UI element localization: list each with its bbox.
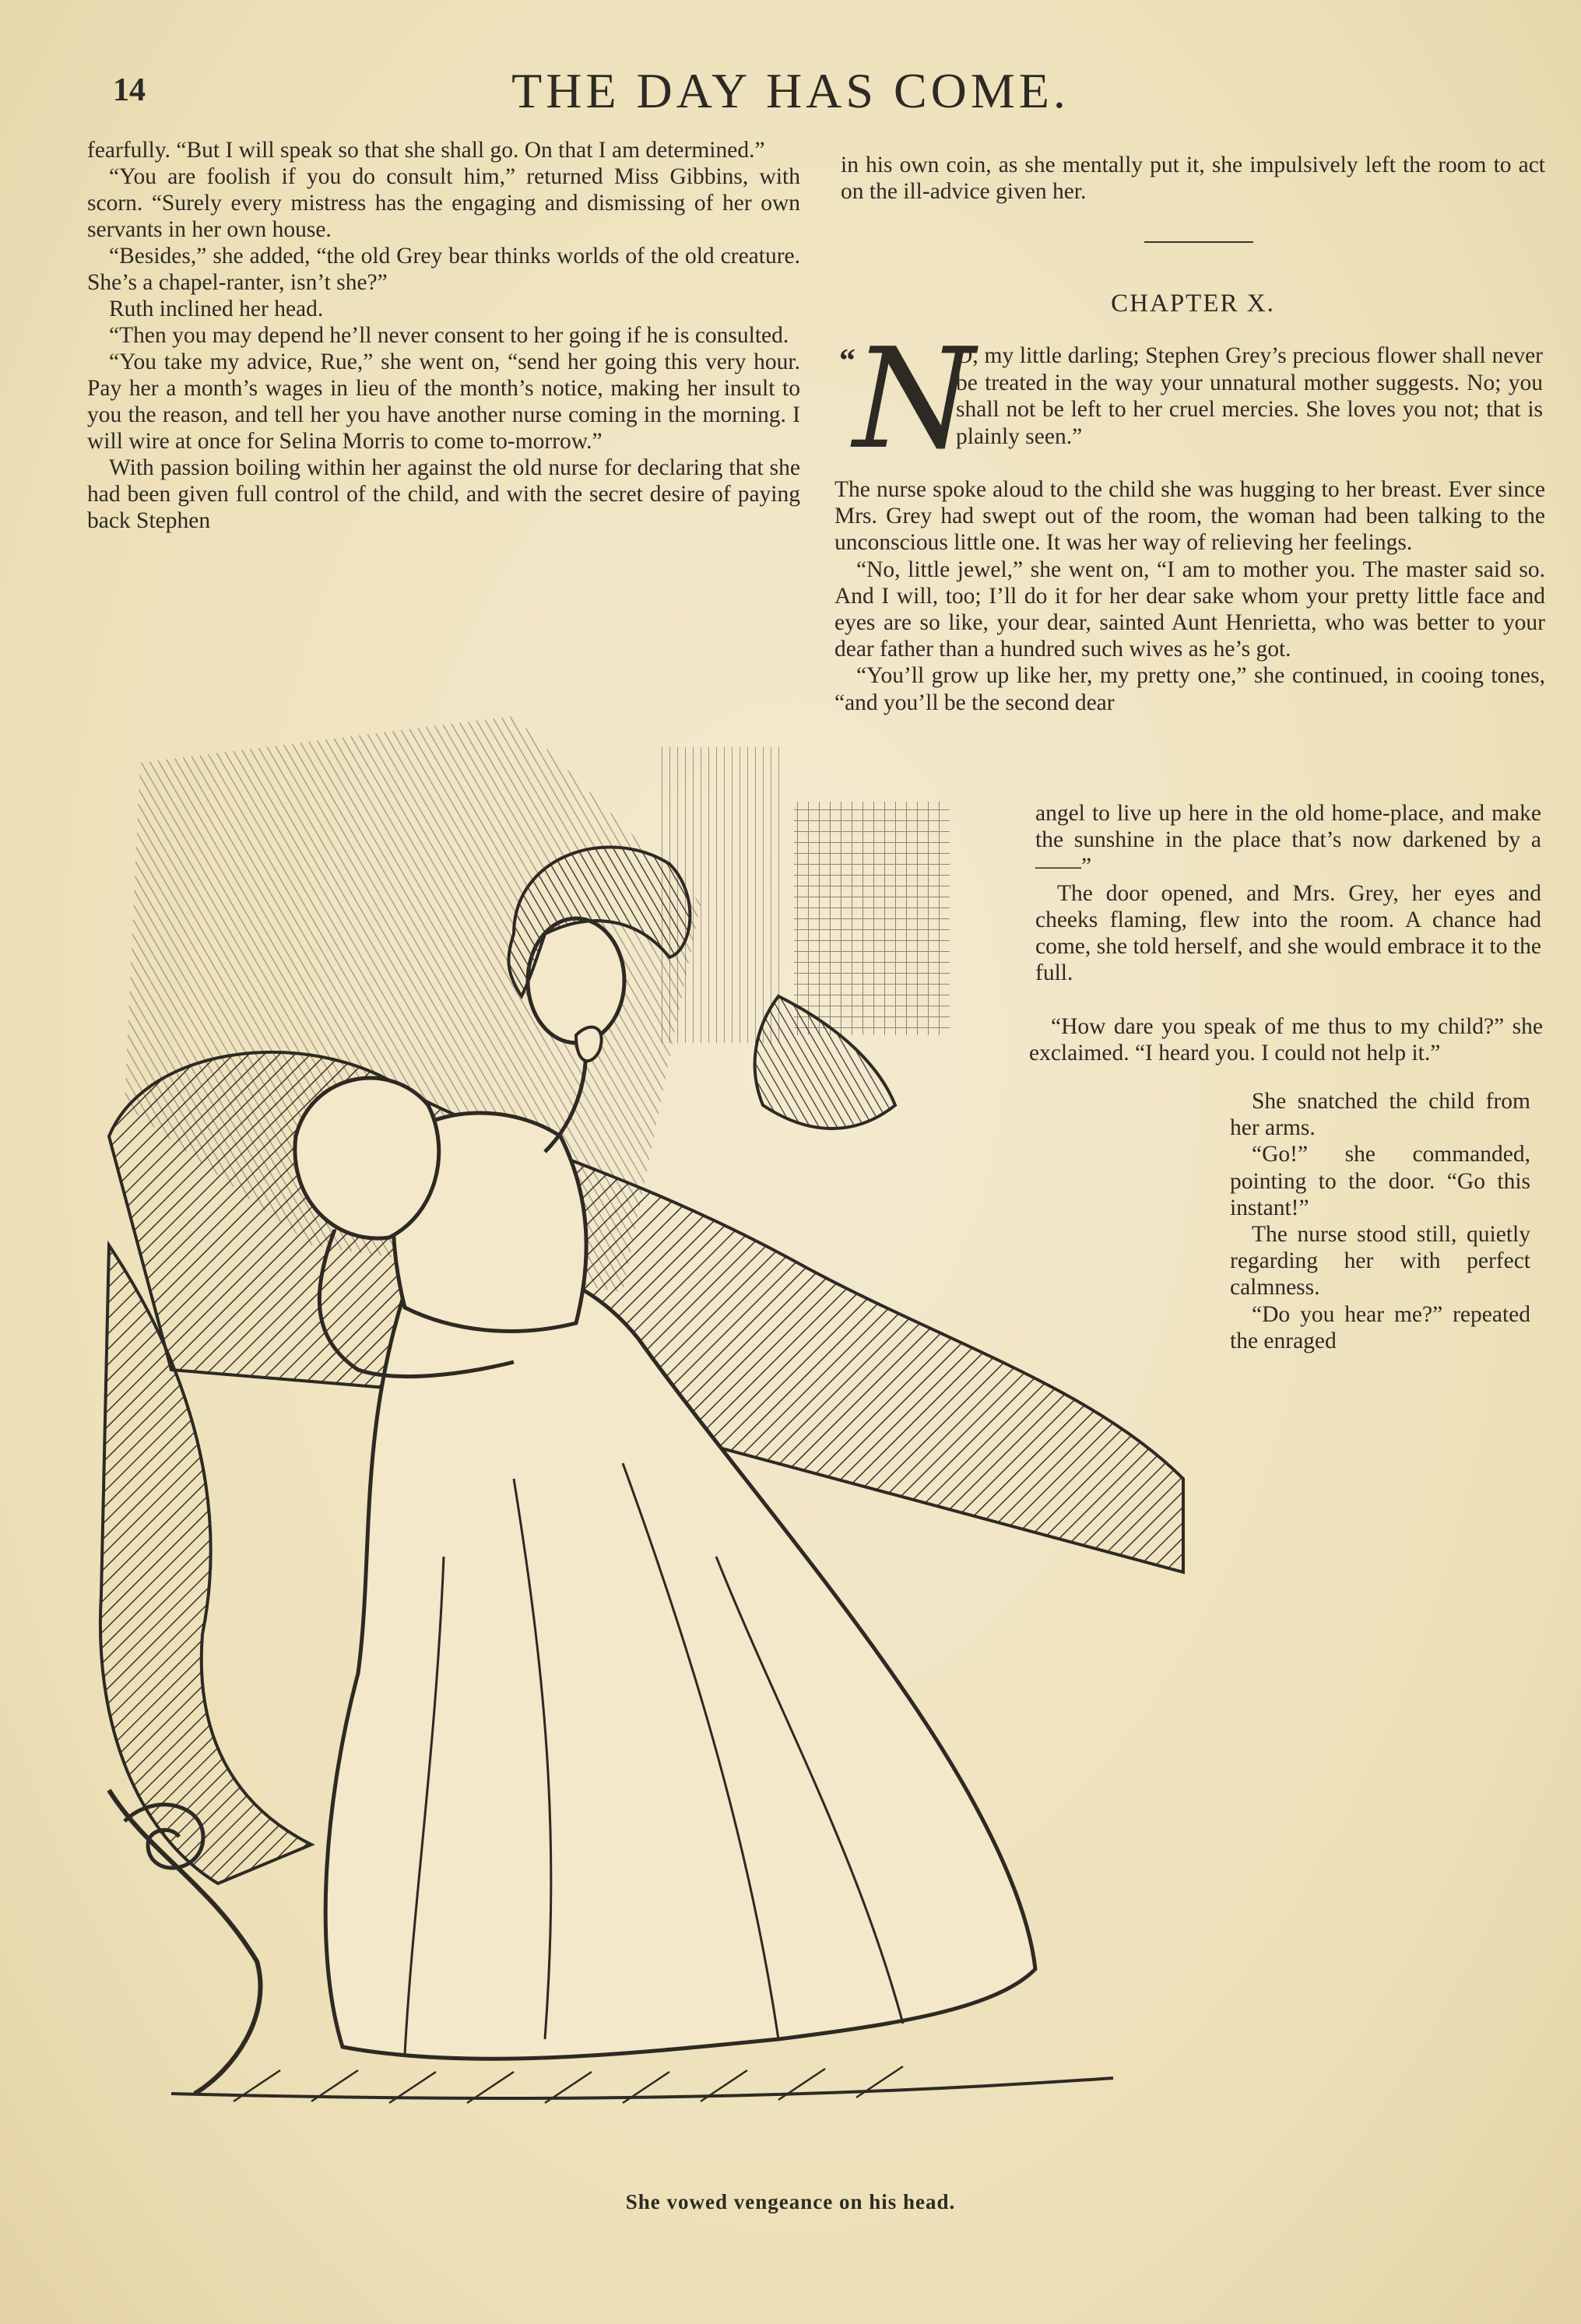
hand-on-chin [576, 1027, 602, 1062]
paragraph: The door opened, and Mrs. Grey, her eyes and cheeks flaming, flew into the room. A chance had come, she told herself, and she would embrace it to the full. [1035, 880, 1541, 986]
woman-on-sofa-illustration [78, 700, 1207, 2179]
paragraph: “Do you hear me?” repeated the enraged [1230, 1301, 1530, 1353]
paragraph: Ruth inclined her head. [109, 297, 324, 321]
chapter-opening: O, my little darling; Stephen Grey’s precious flower shall never be treated in the way your unnatural mother suggests. No; you shall not be left to her cruel mercies. She loves you not; that is plainly seen.” [956, 343, 1543, 449]
floor-line [171, 2078, 1113, 2098]
paragraph: fearfully. “But I will speak so that she shall go. On that I am determined.” [87, 138, 765, 163]
text-block [834, 476, 1545, 716]
paragraph: With passion boiling within her against the old nurse for declaring that she had been given full control of the child, and with the secret desire of paying back Stephen [87, 455, 800, 533]
left-column [87, 137, 800, 534]
drop-cap-quote: “ [839, 343, 855, 379]
right-column-continuation: in his own coin, as she mentally put it, she impulsively left the room to act on the ill-advice given her. [841, 153, 1545, 204]
window-grid [794, 802, 950, 1035]
chapter-heading: CHAPTER X. [1111, 290, 1275, 318]
paragraph: “You take my advice, Rue,” she went on, “send her going this very hour. Pay her a month’s wages in lieu of the month’s notice, making her insult to you the reason, and tell her you have another nurse coming in the morning. I will wire at once for Selina Morris to come to-morrow.” [87, 349, 800, 454]
paragraph: “How dare you speak of me thus to my child?” she exclaimed. “I heard you. I could not help it.” [1029, 1014, 1543, 1066]
page-header [0, 54, 1581, 125]
text-block [1230, 1088, 1530, 1354]
drop-cap [839, 318, 975, 479]
paragraph: She snatched the child from her arms. [1230, 1089, 1530, 1141]
paragraph: The nurse stood still, quietly regarding her with perfect calmness. [1230, 1222, 1530, 1301]
paragraph: The nurse spoke aloud to the child she was hugging to her breast. Ever since Mrs. Grey had swept out of the room, the woman had been talking to the unconscious little one. It was her way of relieving her feelings. [834, 477, 1545, 556]
paragraph: “Then you may depend he’ll never consent to her going if he is consulted. [109, 323, 789, 348]
paragraph: “Besides,” she added, “the old Grey bear thinks worlds of the old creature. She’s a chapel-ranter, isn’t she?” [87, 244, 800, 295]
drop-cap-letter: N [853, 318, 975, 479]
illustration-caption: She vowed vengeance on his head. [625, 2190, 956, 2213]
running-title: THE DAY HAS COME. [511, 63, 1070, 118]
paragraph: “You are foolish if you do consult him,” returned Miss Gibbins, with scorn. “Surely every mistress has the engaging and dismissing of her own servants in her own house. [87, 164, 800, 242]
paragraph: “You’ll grow up like her, my pretty one,” she continued, in cooing tones, “and you’ll be the second dear [834, 663, 1545, 715]
page-number: 14 [113, 72, 146, 108]
paragraph: “No, little jewel,” she went on, “I am to mother you. The master said so. And I will, too; I’ll do it for her dear sake whom your pretty little face and eyes are so like, your dear, sainted Aunt Henrietta, who was better to your dear father than a hundred such wives as he’s got. [834, 556, 1545, 662]
section-divider [1144, 241, 1253, 243]
paragraph: angel to live up here in the old home-place, and make the sunshine in the place that’s now darkened by a ——” [1035, 801, 1541, 879]
paragraph: “Go!” she commanded, pointing to the door. “Go this instant!” [1230, 1142, 1530, 1220]
